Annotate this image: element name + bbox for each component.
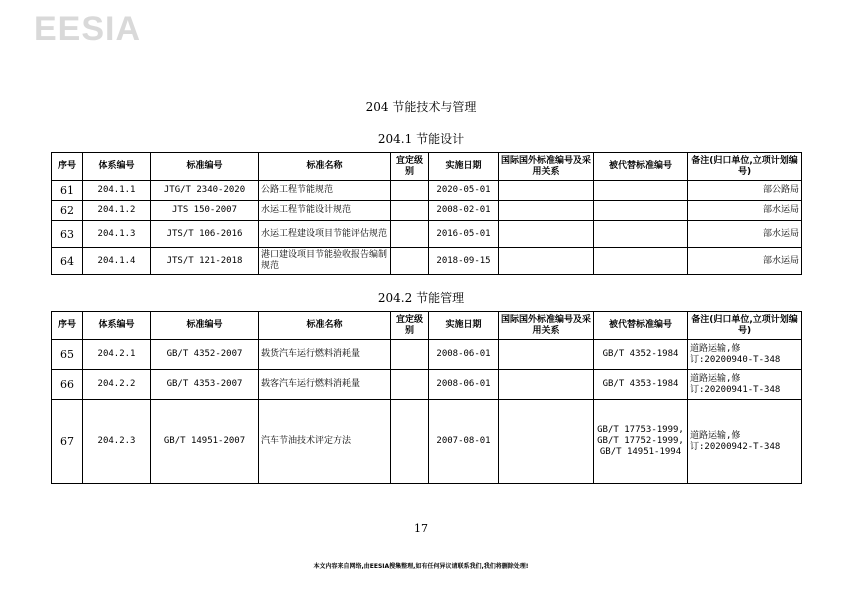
cell-replaced: GB/T 4352-1984 xyxy=(594,340,688,370)
cell-no: 67 xyxy=(52,400,83,484)
cell-no: 63 xyxy=(52,221,83,248)
table-row xyxy=(52,340,802,370)
standards-table-section-2 xyxy=(51,311,802,484)
cell-intl xyxy=(499,340,594,370)
eesia-logo: EESIA xyxy=(34,10,142,48)
header-cell: 标准名称 xyxy=(259,153,391,181)
cell-code: 204.1.4 xyxy=(83,248,151,275)
cell-code: 204.2.3 xyxy=(83,400,151,484)
header-cell: 被代替标准编号 xyxy=(594,153,688,181)
section-2-title: 204.2 节能管理 xyxy=(377,291,465,305)
cell-code: 204.2.1 xyxy=(83,340,151,370)
header-cell: 序号 xyxy=(52,153,83,181)
cell-level xyxy=(391,400,429,484)
cell-level xyxy=(391,221,429,248)
cell-no: 61 xyxy=(52,181,83,201)
cell-name: 载货汽车运行燃料消耗量 xyxy=(259,340,391,370)
cell-std: JTS 150-2007 xyxy=(151,201,259,221)
page-number: 17 xyxy=(414,522,428,535)
header-cell: 国际国外标准编号及采用关系 xyxy=(499,312,594,340)
section-1-title: 204.1 节能设计 xyxy=(377,132,465,146)
table-row xyxy=(52,370,802,400)
cell-replaced xyxy=(594,221,688,248)
cell-std: JTS/T 121-2018 xyxy=(151,248,259,275)
cell-std: GB/T 14951-2007 xyxy=(151,400,259,484)
header-cell: 序号 xyxy=(52,312,83,340)
header-cell: 备注(归口单位,立项计划编号) xyxy=(688,312,802,340)
cell-replaced: GB/T 17753-1999, GB/T 17752-1999, GB/T 14951-1994 xyxy=(594,400,688,484)
cell-std: JTS/T 106-2016 xyxy=(151,221,259,248)
cell-no: 62 xyxy=(52,201,83,221)
cell-no: 66 xyxy=(52,370,83,400)
cell-level xyxy=(391,370,429,400)
cell-date: 2020-05-01 xyxy=(429,181,499,201)
cell-no: 64 xyxy=(52,248,83,275)
header-cell: 被代替标准编号 xyxy=(594,312,688,340)
header-cell: 实施日期 xyxy=(429,312,499,340)
cell-date: 2018-09-15 xyxy=(429,248,499,275)
cell-std: GB/T 4352-2007 xyxy=(151,340,259,370)
cell-remark: 部水运局 xyxy=(688,201,802,221)
cell-remark: 道路运输,修订:20200941-T-348 xyxy=(688,370,802,400)
cell-intl xyxy=(499,370,594,400)
table-row xyxy=(52,248,802,275)
cell-replaced: GB/T 4353-1984 xyxy=(594,370,688,400)
chapter-title: 204 节能技术与管理 xyxy=(365,100,477,114)
standards-table-section-1 xyxy=(51,152,802,275)
header-cell: 体系编号 xyxy=(83,312,151,340)
cell-name: 汽车节油技术评定方法 xyxy=(259,400,391,484)
cell-code: 204.1.3 xyxy=(83,221,151,248)
cell-no: 65 xyxy=(52,340,83,370)
cell-date: 2007-08-01 xyxy=(429,400,499,484)
cell-remark: 道路运输,修订:20200940-T-348 xyxy=(688,340,802,370)
cell-name: 公路工程节能规范 xyxy=(259,181,391,201)
cell-level xyxy=(391,181,429,201)
header-cell: 国际国外标准编号及采用关系 xyxy=(499,153,594,181)
header-cell: 体系编号 xyxy=(83,153,151,181)
table-row xyxy=(52,221,802,248)
header-cell: 标准名称 xyxy=(259,312,391,340)
cell-replaced xyxy=(594,201,688,221)
cell-date: 2016-05-01 xyxy=(429,221,499,248)
header-cell: 标准编号 xyxy=(151,153,259,181)
cell-level xyxy=(391,201,429,221)
cell-intl xyxy=(499,221,594,248)
cell-replaced xyxy=(594,181,688,201)
cell-intl xyxy=(499,201,594,221)
cell-level xyxy=(391,340,429,370)
header-cell: 备注(归口单位,立项计划编号) xyxy=(688,153,802,181)
cell-remark: 部公路局 xyxy=(688,181,802,201)
cell-code: 204.1.2 xyxy=(83,201,151,221)
table-row xyxy=(52,400,802,484)
header-cell: 标准编号 xyxy=(151,312,259,340)
cell-intl xyxy=(499,400,594,484)
table-row xyxy=(52,201,802,221)
cell-intl xyxy=(499,181,594,201)
table-header-row xyxy=(52,312,802,340)
cell-remark: 部水运局 xyxy=(688,248,802,275)
footer-disclaimer: 本文内容来自网络,由EESIA搜集整理,如有任何异议请联系我们,我们将删除处理! xyxy=(313,563,529,570)
header-cell: 宜定级别 xyxy=(391,153,429,181)
table-header-row xyxy=(52,153,802,181)
cell-std: GB/T 4353-2007 xyxy=(151,370,259,400)
cell-name: 载客汽车运行燃料消耗量 xyxy=(259,370,391,400)
cell-remark: 部水运局 xyxy=(688,221,802,248)
cell-code: 204.2.2 xyxy=(83,370,151,400)
cell-date: 2008-06-01 xyxy=(429,340,499,370)
cell-date: 2008-06-01 xyxy=(429,370,499,400)
cell-date: 2008-02-01 xyxy=(429,201,499,221)
header-cell: 实施日期 xyxy=(429,153,499,181)
cell-replaced xyxy=(594,248,688,275)
cell-std: JTG/T 2340-2020 xyxy=(151,181,259,201)
cell-name: 水运工程节能设计规范 xyxy=(259,201,391,221)
cell-name: 水运工程建设项目节能评估规范 xyxy=(259,221,391,248)
cell-level xyxy=(391,248,429,275)
header-cell: 宜定级别 xyxy=(391,312,429,340)
cell-intl xyxy=(499,248,594,275)
cell-code: 204.1.1 xyxy=(83,181,151,201)
table-row xyxy=(52,181,802,201)
cell-remark: 道路运输,修订:20200942-T-348 xyxy=(688,400,802,484)
cell-name: 港口建设项目节能验收报告编制规范 xyxy=(259,248,391,275)
